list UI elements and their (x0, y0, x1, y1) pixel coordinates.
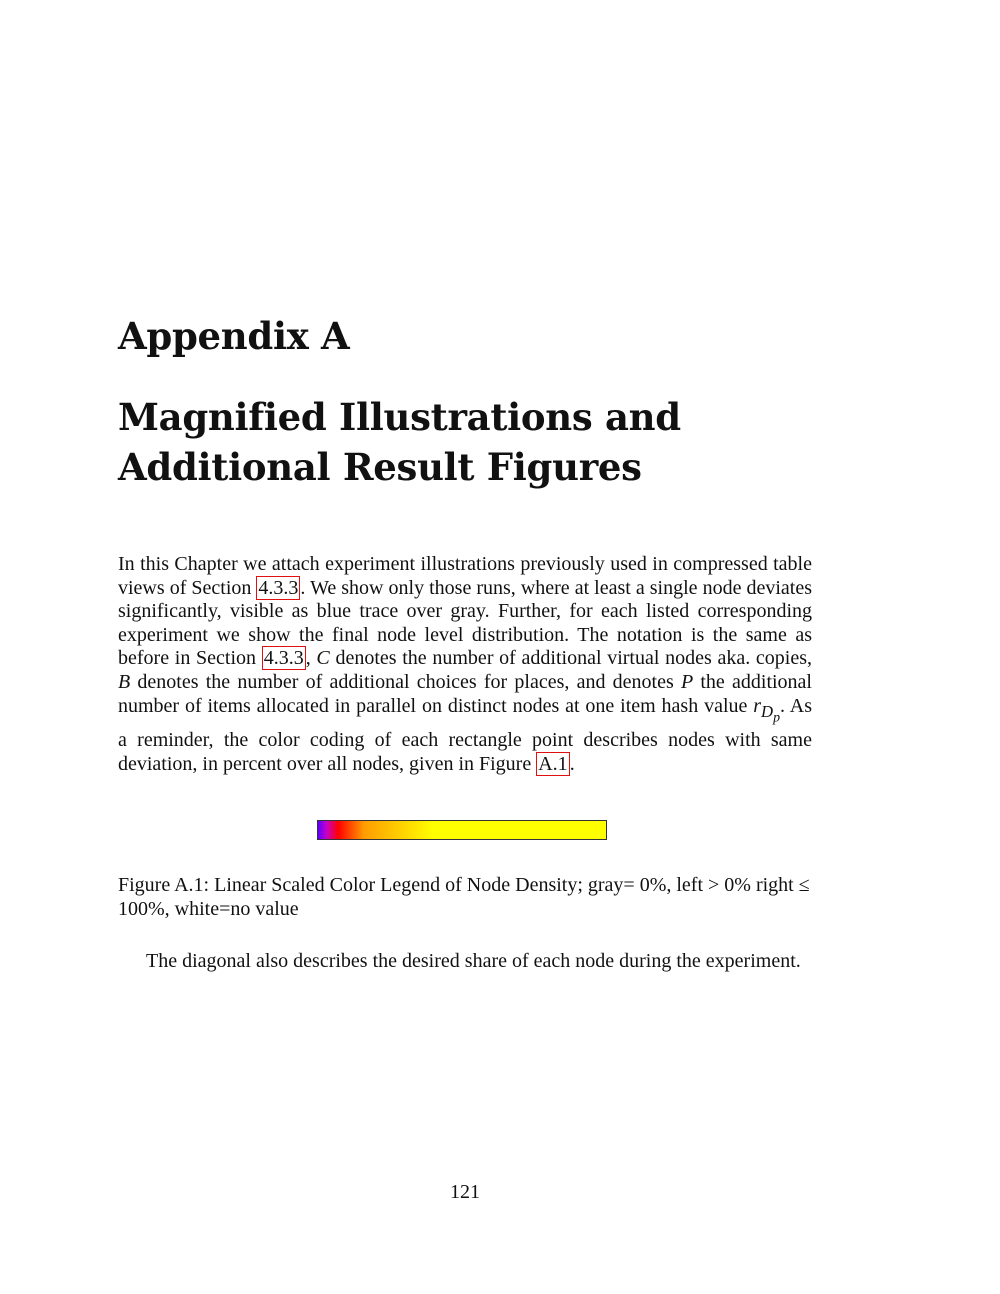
diagonal-paragraph: The diagonal also describes the desired share of each node during the experiment. (146, 950, 801, 972)
subscript-d (761, 701, 781, 725)
figure-caption: Figure A.1: Linear Scaled Color Legend of Node Density; gray= 0%, left > 0% right ≤ 100%, white=no value (118, 874, 810, 920)
page-number: 121 (450, 1181, 480, 1203)
intro-text-4: denotes the number of additional virtual nodes aka. copies, (329, 647, 813, 670)
intro-paragraph (118, 553, 812, 777)
subscript-p: p (773, 709, 781, 725)
variable-r: r (753, 694, 762, 717)
chapter-title (118, 392, 838, 492)
section-ref-link[interactable]: 4.3.3 (263, 647, 304, 670)
color-legend-bar (317, 820, 607, 840)
intro-text-7: . As a reminder, the color coding of each rectangle point describes nodes with same deviation, in percent over all nodes, given in Figure (118, 694, 813, 776)
chapter-label: Appendix A (118, 314, 350, 358)
color-legend (317, 820, 607, 840)
section-ref-link[interactable]: 4.3.3 (258, 576, 299, 599)
subscript-d-letter: D (761, 701, 774, 721)
intro-text-3: , (305, 647, 317, 670)
intro-text-1: In this Chapter we attach experiment illustrations previously used in compressed table views of Section (118, 553, 812, 599)
variable-b: B (118, 670, 131, 693)
chapter-title-line-2: Additional Result Figures (118, 445, 642, 489)
figure-ref-link[interactable]: A.1 (538, 753, 568, 776)
chapter-title-line-1: Magnified Illustrations and (118, 395, 681, 439)
intro-text-8: . (569, 753, 575, 776)
intro-text-2: . We show only those runs, where at least a single node deviates significantly, visible as blue trace over gray. Further, for each listed corresponding experiment we show the final node level distribution. The notation is the same as before in Section (118, 576, 812, 670)
variable-p: P (680, 670, 694, 693)
intro-text-5: denotes the number of additional choices for places, and denotes (130, 670, 681, 693)
variable-c: C (316, 647, 330, 670)
intro-text-6: the additional number of items allocated in parallel on distinct nodes at one item hash value (118, 670, 812, 717)
